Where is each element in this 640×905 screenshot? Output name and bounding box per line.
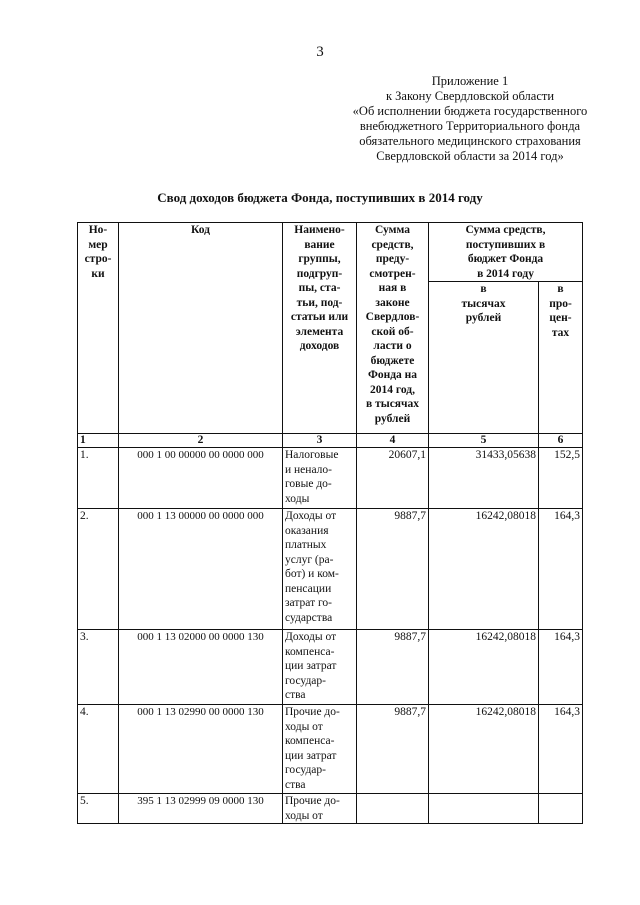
row-number: 3. — [78, 630, 119, 705]
header-row — [78, 223, 583, 282]
row-name: Доходы от компенса- ции затрат государ- ства — [283, 630, 357, 705]
appendix-line: внебюджетного Территориального фонда — [359, 119, 581, 133]
row-number: 5. — [78, 794, 119, 824]
appendix-line: Приложение 1 — [431, 74, 509, 88]
header-name: Наимено- вание группы, подгруп- пы, ста- тьи, под- статьи или элемента доходов — [283, 223, 357, 434]
row-code: 000 1 13 02990 00 0000 130 — [119, 705, 283, 794]
column-number: 4 — [357, 434, 429, 448]
income-table — [77, 222, 583, 824]
appendix-block — [300, 74, 640, 164]
table-row — [78, 509, 583, 630]
row-number: 2. — [78, 509, 119, 630]
appendix-line: «Об исполнении бюджета государственного — [352, 104, 588, 118]
row-code: 000 1 13 00000 00 0000 000 — [119, 509, 283, 630]
header-received-percent: в про- цен- тах — [539, 282, 583, 434]
document-title: Свод доходов бюджета Фонда, поступивших в 2014 году — [157, 190, 483, 205]
row-percent — [539, 794, 583, 824]
row-received: 31433,05638 — [429, 448, 539, 509]
appendix-line: обязательного медицинского страхования — [359, 134, 581, 148]
header-code: Код — [119, 223, 283, 434]
appendix-line: Свердловской области за 2014 год» — [376, 149, 564, 163]
row-planned: 9887,7 — [357, 630, 429, 705]
table-row — [78, 705, 583, 794]
row-planned: 20607,1 — [357, 448, 429, 509]
row-received: 16242,08018 — [429, 705, 539, 794]
row-name: Доходы от оказания платных услуг (ра- бот) и ком- пенсации затрат го- сударства — [283, 509, 357, 630]
table-row — [78, 448, 583, 509]
column-number-row — [78, 434, 583, 448]
row-planned: 9887,7 — [357, 509, 429, 630]
column-number: 2 — [119, 434, 283, 448]
header-row-number: Но- мер стро- ки — [78, 223, 119, 434]
column-number: 6 — [539, 434, 583, 448]
column-number: 3 — [283, 434, 357, 448]
row-number: 4. — [78, 705, 119, 794]
row-percent: 164,3 — [539, 630, 583, 705]
page-number: 3 — [316, 44, 324, 60]
row-name: Прочие до- ходы от компенса- ции затрат государ- ства — [283, 705, 357, 794]
appendix-line: к Закону Свердловской области — [385, 89, 555, 103]
header-received: Сумма средств, поступивших в бюджет Фонда в 2014 году — [429, 223, 583, 282]
row-received — [429, 794, 539, 824]
row-name: Прочие до- ходы от — [283, 794, 357, 824]
row-planned — [357, 794, 429, 824]
header-planned: Сумма средств, преду- смотрен- ная в законе Свердлов- ской об- ласти о бюджете Фонда на 2014 год, в тысячах рублей — [357, 223, 429, 434]
column-number: 5 — [429, 434, 539, 448]
row-name: Налоговые и ненало- говые до- ходы — [283, 448, 357, 509]
row-percent: 164,3 — [539, 509, 583, 630]
row-code: 000 1 13 02000 00 0000 130 — [119, 630, 283, 705]
row-planned: 9887,7 — [357, 705, 429, 794]
table-row — [78, 630, 583, 705]
row-number: 1. — [78, 448, 119, 509]
row-code: 000 1 00 00000 00 0000 000 — [119, 448, 283, 509]
table-row — [78, 794, 583, 824]
header-received-thousands: в тысячах рублей — [429, 282, 539, 434]
row-received: 16242,08018 — [429, 630, 539, 705]
row-code: 395 1 13 02999 09 0000 130 — [119, 794, 283, 824]
row-percent: 152,5 — [539, 448, 583, 509]
row-percent: 164,3 — [539, 705, 583, 794]
column-number: 1 — [78, 434, 119, 448]
row-received: 16242,08018 — [429, 509, 539, 630]
